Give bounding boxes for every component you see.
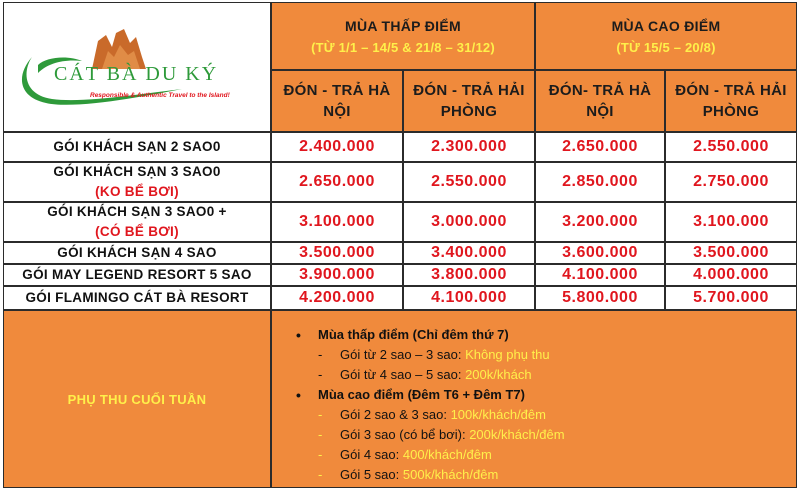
list-item: - Gói từ 4 sao – 5 sao: 200k/khách (272, 365, 565, 385)
price-table (3, 2, 797, 488)
price-cell: 3.800.000 (403, 264, 535, 286)
package-row-3-name: GÓI KHÁCH SẠN 3 SAO0 + (CÓ BỂ BƠI) (3, 202, 271, 242)
package-row-1-name: GÓI KHÁCH SẠN 2 SAO0 (3, 132, 271, 162)
list-item: - Gói 4 sao: 400/khách/đêm (272, 445, 565, 465)
price-cell: 5.700.000 (665, 286, 797, 310)
package-row-5-name: GÓI MAY LEGEND RESORT 5 SAO (3, 264, 271, 286)
list-item: - Gói từ 2 sao – 3 sao: Không phụ thu (272, 345, 565, 365)
price-cell: 2.850.000 (535, 162, 665, 202)
pickup-hanoi-high: ĐÓN- TRẢ HÀ NỘI (535, 70, 665, 132)
price-cell: 3.000.000 (403, 202, 535, 242)
brand-tagline: Responsible & Authentic Travel to the Island! (90, 92, 230, 99)
logo-cell (3, 2, 271, 132)
price-cell: 2.750.000 (665, 162, 797, 202)
price-cell: 2.300.000 (403, 132, 535, 162)
price-cell: 2.650.000 (535, 132, 665, 162)
surcharge-list (272, 325, 565, 485)
high-season-surcharge-title: • Mùa cao điểm (Đêm T6 + Đêm T7) (272, 385, 565, 405)
low-season-title: MÙA THẤP ĐIỂM (345, 17, 461, 34)
list-item: - Gói 2 sao & 3 sao: 100k/khách/đêm (272, 405, 565, 425)
price-cell: 3.100.000 (665, 202, 797, 242)
price-cell: 2.550.000 (403, 162, 535, 202)
price-cell: 3.500.000 (271, 242, 403, 264)
price-cell: 3.100.000 (271, 202, 403, 242)
weekend-surcharge-label: PHỤ THU CUỐI TUẦN (3, 310, 271, 488)
price-cell: 2.550.000 (665, 132, 797, 162)
price-cell: 4.200.000 (271, 286, 403, 310)
high-season-title: MÙA CAO ĐIỂM (611, 17, 721, 34)
price-cell: 4.100.000 (403, 286, 535, 310)
price-cell: 2.400.000 (271, 132, 403, 162)
low-season-dates: (TỪ 1/1 – 14/5 & 21/8 – 31/12) (311, 39, 495, 55)
price-cell: 4.100.000 (535, 264, 665, 286)
package-row-2-name: GÓI KHÁCH SẠN 3 SAO0 (KO BỂ BƠI) (3, 162, 271, 202)
pickup-hanoi-low: ĐÓN - TRẢ HÀ NỘI (271, 70, 403, 132)
price-cell: 4.000.000 (665, 264, 797, 286)
brand-logo (12, 17, 262, 117)
price-cell: 3.400.000 (403, 242, 535, 264)
high-season-dates: (TỪ 15/5 – 20/8) (616, 39, 716, 55)
price-cell: 5.800.000 (535, 286, 665, 310)
brand-name: CÁT BÀ DU KÝ (54, 63, 219, 85)
price-cell: 2.650.000 (271, 162, 403, 202)
price-cell: 3.200.000 (535, 202, 665, 242)
high-season-header (535, 2, 797, 70)
package-row-6-name: GÓI FLAMINGO CÁT BÀ RESORT (3, 286, 271, 310)
package-row-4-name: GÓI KHÁCH SẠN 4 SAO (3, 242, 271, 264)
low-season-surcharge-title: • Mùa thấp điểm (Chỉ đêm thứ 7) (272, 325, 565, 345)
pickup-haiphong-high: ĐÓN - TRẢ HẢI PHÒNG (665, 70, 797, 132)
price-cell: 3.600.000 (535, 242, 665, 264)
low-season-header (271, 2, 535, 70)
list-item: - Gói 5 sao: 500k/khách/đêm (272, 465, 565, 485)
weekend-surcharge-details (271, 310, 797, 488)
list-item: - Gói 3 sao (có bể bơi): 200k/khách/đêm (272, 425, 565, 445)
price-cell: 3.500.000 (665, 242, 797, 264)
pickup-haiphong-low: ĐÓN - TRẢ HẢI PHÒNG (403, 70, 535, 132)
price-cell: 3.900.000 (271, 264, 403, 286)
